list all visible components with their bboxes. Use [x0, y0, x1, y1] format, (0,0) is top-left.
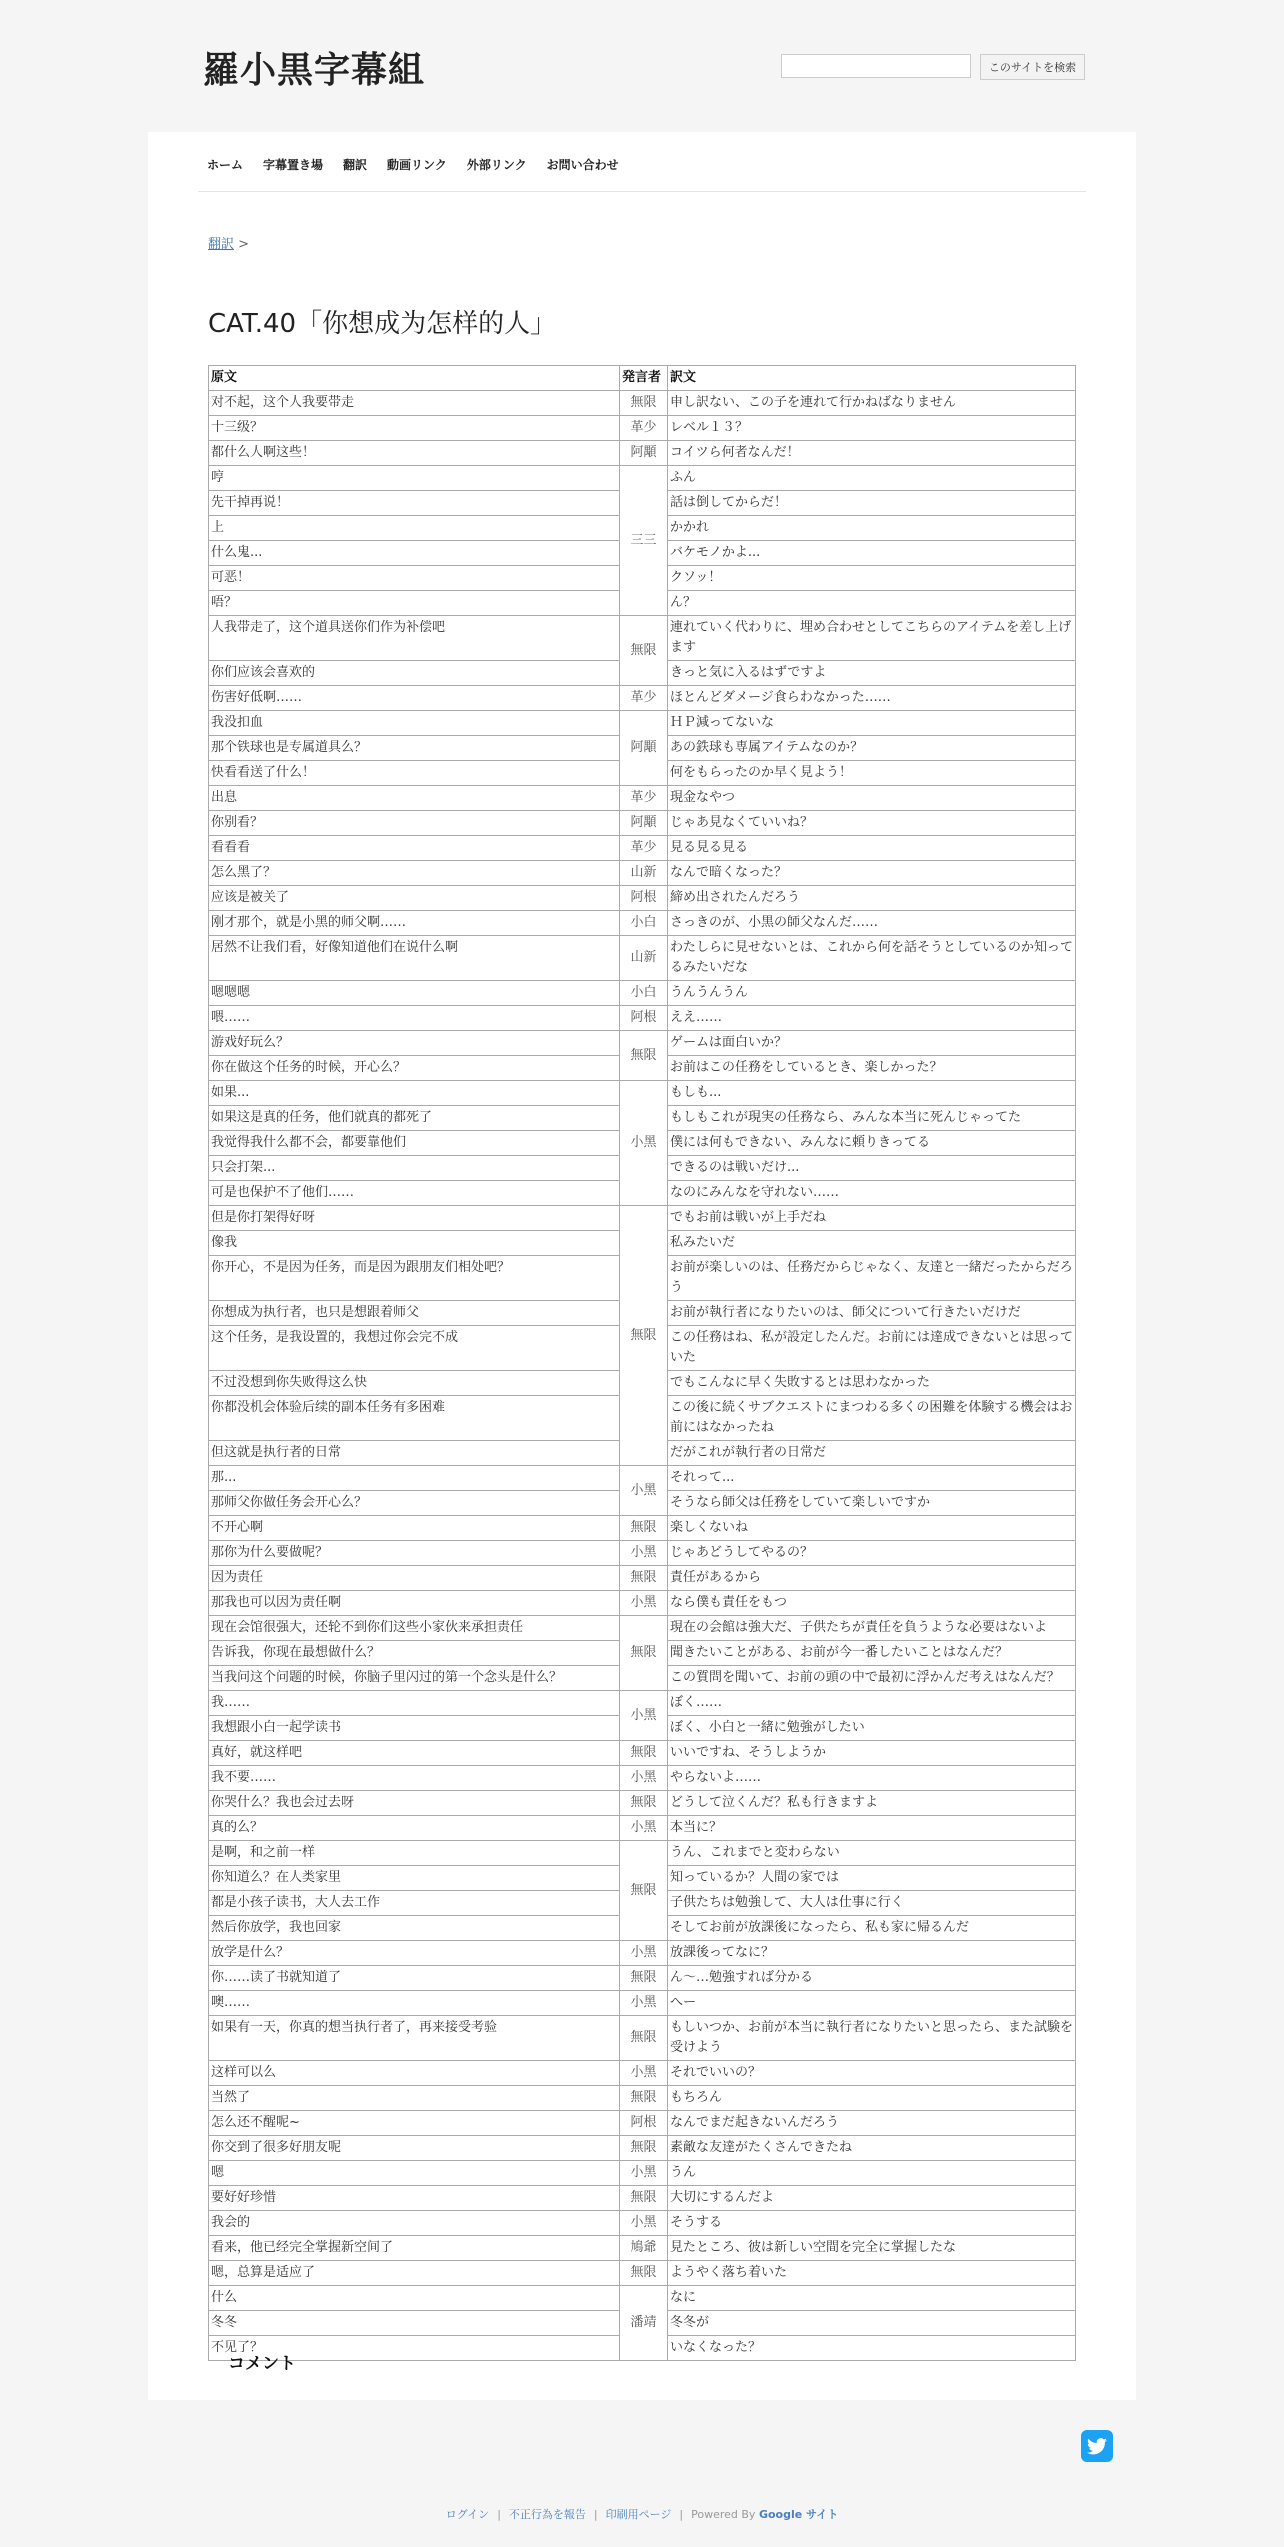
translation-text-cell: この任務はね、私が設定したんだ。お前には達成できないとは思っていた — [668, 1326, 1076, 1371]
original-text-cell: 当然了 — [209, 2086, 620, 2111]
table-row — [209, 1206, 1076, 1231]
original-text-cell: 上 — [209, 516, 620, 541]
original-text-cell: 出息 — [209, 786, 620, 811]
translation-text-cell: うんうんうん — [668, 981, 1076, 1006]
table-row — [209, 1766, 1076, 1791]
table-body — [209, 391, 1076, 2361]
table-row — [209, 1541, 1076, 1566]
original-text-cell: 如果... — [209, 1081, 620, 1106]
footer — [0, 2506, 1284, 2522]
translation-text-cell: 冬冬が — [668, 2311, 1076, 2336]
original-text-cell: 我想跟小白一起学读书 — [209, 1716, 620, 1741]
speaker-cell: 無限 — [620, 2186, 668, 2211]
original-text-cell: 你都没机会体验后续的副本任务有多困难 — [209, 1396, 620, 1441]
translation-text-cell: そしてお前が放課後になったら、私も家に帰るんだ — [668, 1916, 1076, 1941]
speaker-cell: 小黑 — [620, 1816, 668, 1841]
footer-separator: | — [679, 2508, 684, 2521]
translation-text-cell: ぼく、小白と一緒に勉強がしたい — [668, 1716, 1076, 1741]
speaker-cell: 阿顒 — [620, 811, 668, 836]
table-row — [209, 2261, 1076, 2286]
site-header — [0, 0, 1284, 130]
translation-text-cell: わたしらに見せないとは、これから何を話そうとしているのか知ってるみたいだな — [668, 936, 1076, 981]
original-text-cell: 你知道么？在人类家里 — [209, 1866, 620, 1891]
speaker-cell: 小黑 — [620, 1766, 668, 1791]
translation-text-cell: うん、これまでと変わらない — [668, 1841, 1076, 1866]
translation-text-cell: レベル１３？ — [668, 416, 1076, 441]
translation-text-cell: 見たところ、彼は新しい空間を完全に掌握したな — [668, 2236, 1076, 2261]
translation-text-cell: ん～…勉強すれば分かる — [668, 1966, 1076, 1991]
speaker-cell: 三三 — [620, 466, 668, 616]
speaker-cell: 無限 — [620, 1516, 668, 1541]
translation-text-cell: この後に続くサブクエストにまつわる多くの困難を体験する機会はお前にはなかったね — [668, 1396, 1076, 1441]
footer-print-link[interactable]: 印刷用ページ — [605, 2508, 672, 2521]
translation-text-cell: もしいつか、お前が本当に執行者になりたいと思ったら、また試験を受けよう — [668, 2016, 1076, 2061]
nav-item-video-links[interactable]: 動画リンク — [387, 158, 447, 172]
speaker-cell: 小黑 — [620, 1591, 668, 1616]
translation-text-cell: でもこんなに早く失敗するとは思わなかった — [668, 1371, 1076, 1396]
translation-text-cell: うん — [668, 2161, 1076, 2186]
speaker-cell: 無限 — [620, 1741, 668, 1766]
original-text-cell: 现在会馆很强大，还轮不到你们这些小家伙来承担责任 — [209, 1616, 620, 1641]
speaker-cell: 無限 — [620, 391, 668, 416]
twitter-icon[interactable] — [1081, 2430, 1113, 2462]
speaker-cell: 無限 — [620, 2016, 668, 2061]
translation-text-cell: クソッ！ — [668, 566, 1076, 591]
header-speaker: 発言者 — [620, 366, 668, 391]
translation-text-cell: お前が楽しいのは、任務だからじゃなく、友達と一緒だったからだろう — [668, 1256, 1076, 1301]
table-row — [209, 886, 1076, 911]
speaker-cell: 小黑 — [620, 2211, 668, 2236]
table-row — [209, 2286, 1076, 2311]
footer-google-sites-link[interactable]: Google サイト — [758, 2508, 839, 2521]
header-translation: 訳文 — [668, 366, 1076, 391]
translation-text-cell: バケモノかよ... — [668, 541, 1076, 566]
original-text-cell: 你交到了很多好朋友呢 — [209, 2136, 620, 2161]
translation-text-cell: そうなら師父は任務をしていて楽しいですか — [668, 1491, 1076, 1516]
original-text-cell: 可是也保护不了他们…… — [209, 1181, 620, 1206]
translation-text-cell: ほとんどダメージ食らわなかった…… — [668, 686, 1076, 711]
table-row — [209, 1081, 1076, 1106]
translation-text-cell: どうして泣くんだ？私も行きますよ — [668, 1791, 1076, 1816]
translation-text-cell: 締め出されたんだろう — [668, 886, 1076, 911]
speaker-cell: 鳩爺 — [620, 2236, 668, 2261]
speaker-cell: 無限 — [620, 1566, 668, 1591]
translation-text-cell: 聞きたいことがある、お前が今一番したいことはなんだ？ — [668, 1641, 1076, 1666]
original-text-cell: 如果这是真的任务，他们就真的都死了 — [209, 1106, 620, 1131]
table-row — [209, 2236, 1076, 2261]
original-text-cell: 是啊，和之前一样 — [209, 1841, 620, 1866]
translation-text-cell: ぼく…… — [668, 1691, 1076, 1716]
translation-text-cell: 申し訳ない、この子を連れて行かねばなりません — [668, 391, 1076, 416]
translation-text-cell: 連れていく代わりに、埋め合わせとしてこちらのアイテムを差し上げます — [668, 616, 1076, 661]
translation-text-cell: やらないよ…… — [668, 1766, 1076, 1791]
translation-text-cell: ようやく落ち着いた — [668, 2261, 1076, 2286]
speaker-cell: 無限 — [620, 1841, 668, 1941]
speaker-cell: 革少 — [620, 686, 668, 711]
speaker-cell: 山新 — [620, 861, 668, 886]
original-text-cell: 你们应该会喜欢的 — [209, 661, 620, 686]
original-text-cell: 我不要…… — [209, 1766, 620, 1791]
original-text-cell: 放学是什么？ — [209, 1941, 620, 1966]
nav-item-translation[interactable]: 翻訳 — [343, 158, 368, 172]
original-text-cell: 那个铁球也是专属道具么？ — [209, 736, 620, 761]
translation-text-cell: ＨＰ減ってないな — [668, 711, 1076, 736]
translation-text-cell: できるのは戦いだけ... — [668, 1156, 1076, 1181]
table-row — [209, 811, 1076, 836]
table-row — [209, 911, 1076, 936]
speaker-cell: 小黑 — [620, 1466, 668, 1516]
speaker-cell: 小黑 — [620, 1691, 668, 1741]
original-text-cell: 然后你放学，我也回家 — [209, 1916, 620, 1941]
table-row — [209, 1616, 1076, 1641]
original-text-cell: 不过没想到你失败得这么快 — [209, 1371, 620, 1396]
translation-text-cell: もちろん — [668, 2086, 1076, 2111]
table-row — [209, 1741, 1076, 1766]
translation-text-cell: 子供たちは勉強して、大人は仕事に行く — [668, 1891, 1076, 1916]
translation-text-cell: それでいいの？ — [668, 2061, 1076, 2086]
translation-text-cell: なんで暗くなった？ — [668, 861, 1076, 886]
site-title[interactable]: 羅小黒字幕組 — [203, 50, 426, 91]
translation-text-cell: ゲームは面白いか？ — [668, 1031, 1076, 1056]
original-text-cell: 当我问这个问题的时候，你脑子里闪过的第一个念头是什么？ — [209, 1666, 620, 1691]
translation-text-cell: なのにみんなを守れない…… — [668, 1181, 1076, 1206]
comments-heading: コメント — [228, 2354, 296, 2374]
original-text-cell: 我没扣血 — [209, 711, 620, 736]
original-text-cell: 你想成为执行者，也只是想跟着师父 — [209, 1301, 620, 1326]
translation-text-cell: いいですね、そうしようか — [668, 1741, 1076, 1766]
original-text-cell: 都什么人啊这些！ — [209, 441, 620, 466]
original-text-cell: 我…… — [209, 1691, 620, 1716]
table-row — [209, 1006, 1076, 1031]
table-row — [209, 2016, 1076, 2061]
table-row — [209, 1941, 1076, 1966]
original-text-cell: 冬冬 — [209, 2311, 620, 2336]
translation-text-cell: 私みたいだ — [668, 1231, 1076, 1256]
original-text-cell: 你在做这个任务的时候，开心么？ — [209, 1056, 620, 1081]
original-text-cell: 应该是被关了 — [209, 886, 620, 911]
original-text-cell: 只会打架... — [209, 1156, 620, 1181]
original-text-cell: 你开心，不是因为任务，而是因为跟朋友们相处吧？ — [209, 1256, 620, 1301]
table-row — [209, 2061, 1076, 2086]
translation-text-cell: なんでまだ起きないんだろう — [668, 2111, 1076, 2136]
speaker-cell: 小黑 — [620, 1081, 668, 1206]
table-row — [209, 1591, 1076, 1616]
translation-text-cell: 知っているか？人間の家では — [668, 1866, 1076, 1891]
table-row — [209, 711, 1076, 736]
original-text-cell: 对不起，这个人我要带走 — [209, 391, 620, 416]
original-text-cell: 你哭什么？我也会过去呀 — [209, 1791, 620, 1816]
translation-text-cell: へー — [668, 1991, 1076, 2016]
translation-text-cell: さっきのが、小黒の師父なんだ…… — [668, 911, 1076, 936]
original-text-cell: 但这就是执行者的日常 — [209, 1441, 620, 1466]
original-text-cell: 嗯 — [209, 2161, 620, 2186]
translation-text-cell: 見る見る見る — [668, 836, 1076, 861]
original-text-cell: 因为责任 — [209, 1566, 620, 1591]
speaker-cell: 阿顒 — [620, 441, 668, 466]
table-row — [209, 1466, 1076, 1491]
original-text-cell: 游戏好玩么？ — [209, 1031, 620, 1056]
original-text-cell: 我会的 — [209, 2211, 620, 2236]
table-row — [209, 2186, 1076, 2211]
translation-text-cell: 素敵な友達がたくさんできたね — [668, 2136, 1076, 2161]
original-text-cell: 你别看？ — [209, 811, 620, 836]
translation-text-cell: 話は倒してからだ！ — [668, 491, 1076, 516]
speaker-cell: 無限 — [620, 2136, 668, 2161]
speaker-cell: 無限 — [620, 2086, 668, 2111]
table-row — [209, 1841, 1076, 1866]
original-text-cell: 那你为什么要做呢？ — [209, 1541, 620, 1566]
header-original: 原文 — [209, 366, 620, 391]
translation-text-cell: ん？ — [668, 591, 1076, 616]
table-row — [209, 686, 1076, 711]
translation-text-cell: それって... — [668, 1466, 1076, 1491]
original-text-cell: 可恶！ — [209, 566, 620, 591]
table-row — [209, 2111, 1076, 2136]
original-text-cell: 看来，他已经完全掌握新空间了 — [209, 2236, 620, 2261]
original-text-cell: 先干掉再说！ — [209, 491, 620, 516]
nav-divider — [198, 191, 1086, 192]
original-text-cell: 这个任务，是我设置的，我想过你会完不成 — [209, 1326, 620, 1371]
original-text-cell: 怎么黑了？ — [209, 861, 620, 886]
table-row — [209, 2086, 1076, 2111]
original-text-cell: 像我 — [209, 1231, 620, 1256]
main-nav — [207, 156, 619, 173]
translation-text-cell: なに — [668, 2286, 1076, 2311]
translation-text-cell: 現在の会館は強大だ、子供たちが責任を負うような必要はないよ — [668, 1616, 1076, 1641]
translation-text-cell: もしも... — [668, 1081, 1076, 1106]
speaker-cell: 無限 — [620, 1791, 668, 1816]
original-text-cell: 要好好珍惜 — [209, 2186, 620, 2211]
speaker-cell: 無限 — [620, 1616, 668, 1691]
translation-text-cell: 現金なやつ — [668, 786, 1076, 811]
table-row — [209, 981, 1076, 1006]
speaker-cell: 無限 — [620, 616, 668, 686]
original-text-cell: 你……读了书就知道了 — [209, 1966, 620, 1991]
table-row — [209, 391, 1076, 416]
breadcrumb — [208, 233, 249, 252]
table-header-row — [209, 366, 1076, 391]
speaker-cell: 小黑 — [620, 2161, 668, 2186]
translation-text-cell: 放課後ってなに？ — [668, 1941, 1076, 1966]
breadcrumb-link-translation[interactable]: 翻訳 — [208, 237, 235, 252]
speaker-cell: 革少 — [620, 416, 668, 441]
translation-text-cell: かかれ — [668, 516, 1076, 541]
search-button[interactable]: このサイトを検索 — [980, 54, 1085, 80]
nav-item-external-links[interactable]: 外部リンク — [466, 158, 527, 172]
original-text-cell: 不开心啊 — [209, 1516, 620, 1541]
original-text-cell: 喂…… — [209, 1006, 620, 1031]
speaker-cell: 無限 — [620, 1031, 668, 1081]
original-text-cell: 嗯嗯嗯 — [209, 981, 620, 1006]
table-row — [209, 2161, 1076, 2186]
speaker-cell: 小黑 — [620, 1991, 668, 2016]
translation-text-cell: コイツら何者なんだ！ — [668, 441, 1076, 466]
speaker-cell: 革少 — [620, 836, 668, 861]
original-text-cell: 这样可以么 — [209, 2061, 620, 2086]
original-text-cell: 那师父你做任务会开心么？ — [209, 1491, 620, 1516]
table-row — [209, 1516, 1076, 1541]
speaker-cell: 小黑 — [620, 1541, 668, 1566]
translation-table — [208, 365, 1076, 2361]
original-text-cell: 那... — [209, 1466, 620, 1491]
original-text-cell: 看看看 — [209, 836, 620, 861]
speaker-cell: 阿根 — [620, 886, 668, 911]
speaker-cell: 無限 — [620, 2261, 668, 2286]
speaker-cell: 小白 — [620, 911, 668, 936]
footer-separator: | — [593, 2508, 598, 2521]
table-row — [209, 416, 1076, 441]
translation-text-cell: 大切にするんだよ — [668, 2186, 1076, 2211]
translation-text-cell: もしもこれが現実の任務なら、みんな本当に死んじゃってた — [668, 1106, 1076, 1131]
original-text-cell: 什么 — [209, 2286, 620, 2311]
original-text-cell: 刚才那个，就是小黑的师父啊…… — [209, 911, 620, 936]
table-row — [209, 2136, 1076, 2161]
table-row — [209, 861, 1076, 886]
table-row — [209, 2211, 1076, 2236]
translation-text-cell: お前が執行者になりたいのは、師父について行きたいだけだ — [668, 1301, 1076, 1326]
breadcrumb-separator: > — [238, 237, 250, 252]
speaker-cell: 阿根 — [620, 2111, 668, 2136]
translation-text-cell: 楽しくないね — [668, 1516, 1076, 1541]
original-text-cell: 那我也可以因为责任啊 — [209, 1591, 620, 1616]
translation-text-cell: 僕には何もできない、みんなに頼りきってる — [668, 1131, 1076, 1156]
translation-text-cell: お前はこの任務をしているとき、楽しかった？ — [668, 1056, 1076, 1081]
table-row — [209, 616, 1076, 661]
original-text-cell: 嗯，总算是适应了 — [209, 2261, 620, 2286]
search-input[interactable] — [781, 54, 971, 78]
nav-item-home[interactable]: ホーム — [207, 158, 244, 172]
translation-text-cell: きっと気に入るはずですよ — [668, 661, 1076, 686]
translation-text-cell: あの鉄球も専属アイテムなのか？ — [668, 736, 1076, 761]
page-title: CAT.40「你想成为怎样的人」 — [208, 309, 557, 340]
translation-text-cell: じゃあどうしてやるの？ — [668, 1541, 1076, 1566]
table-row — [209, 936, 1076, 981]
footer-separator: | — [497, 2508, 501, 2521]
original-text-cell: 不见了？ — [209, 2336, 620, 2361]
original-text-cell: 怎么还不醒呢~ — [209, 2111, 620, 2136]
original-text-cell: 噢…… — [209, 1991, 620, 2016]
translation-text-cell: でもお前は戦いが上手だね — [668, 1206, 1076, 1231]
original-text-cell: 快看看送了什么！ — [209, 761, 620, 786]
translation-text-cell: ふん — [668, 466, 1076, 491]
footer-report-link[interactable]: 不正行為を報告 — [508, 2508, 586, 2521]
translation-text-cell: そうする — [668, 2211, 1076, 2236]
translation-text-cell: いなくなった？ — [668, 2336, 1076, 2361]
original-text-cell: 十三级？ — [209, 416, 620, 441]
speaker-cell: 無限 — [620, 1966, 668, 1991]
translation-text-cell: 何をもらったのか早く見よう！ — [668, 761, 1076, 786]
nav-item-contact[interactable]: お問い合わせ — [546, 158, 619, 172]
speaker-cell: 革少 — [620, 786, 668, 811]
translation-text-cell: じゃあ見なくていいね？ — [668, 811, 1076, 836]
original-text-cell: 什么鬼... — [209, 541, 620, 566]
translation-text-cell: 責任があるから — [668, 1566, 1076, 1591]
translation-text-cell: なら僕も責任をもつ — [668, 1591, 1076, 1616]
original-text-cell: 居然不让我们看，好像知道他们在说什么啊 — [209, 936, 620, 981]
original-text-cell: 真好，就这样吧 — [209, 1741, 620, 1766]
original-text-cell: 人我带走了，这个道具送你们作为补偿吧 — [209, 616, 620, 661]
table-row — [209, 836, 1076, 861]
table-row — [209, 1031, 1076, 1056]
speaker-cell: 山新 — [620, 936, 668, 981]
footer-powered-by: Powered By — [691, 2508, 756, 2521]
speaker-cell: 小黑 — [620, 1941, 668, 1966]
translation-text-cell: ええ…… — [668, 1006, 1076, 1031]
speaker-cell: 潘靖 — [620, 2286, 668, 2361]
speaker-cell: 阿根 — [620, 1006, 668, 1031]
original-text-cell: 真的么？ — [209, 1816, 620, 1841]
original-text-cell: 告诉我，你现在最想做什么？ — [209, 1641, 620, 1666]
table-row — [209, 441, 1076, 466]
table-row — [209, 1566, 1076, 1591]
speaker-cell: 無限 — [620, 1206, 668, 1466]
table-row — [209, 1816, 1076, 1841]
original-text-cell: 哼 — [209, 466, 620, 491]
translation-text-cell: だがこれが執行者の日常だ — [668, 1441, 1076, 1466]
nav-item-subtitles[interactable]: 字幕置き場 — [263, 158, 324, 172]
table-row — [209, 466, 1076, 491]
original-text-cell: 伤害好低啊…… — [209, 686, 620, 711]
original-text-cell: 我觉得我什么都不会，都要靠他们 — [209, 1131, 620, 1156]
original-text-cell: 唔？ — [209, 591, 620, 616]
original-text-cell: 如果有一天，你真的想当执行者了，再来接受考验 — [209, 2016, 620, 2061]
speaker-cell: 小白 — [620, 981, 668, 1006]
table-row — [209, 1991, 1076, 2016]
original-text-cell: 都是小孩子读书，大人去工作 — [209, 1891, 620, 1916]
translation-text-cell: この質問を聞いて、お前の頭の中で最初に浮かんだ考えはなんだ？ — [668, 1666, 1076, 1691]
original-text-cell: 但是你打架得好呀 — [209, 1206, 620, 1231]
footer-login-link[interactable]: ログイン — [445, 2508, 490, 2521]
speaker-cell: 阿顒 — [620, 711, 668, 786]
table-row — [209, 1691, 1076, 1716]
table-row — [209, 786, 1076, 811]
translation-text-cell: 本当に？ — [668, 1816, 1076, 1841]
speaker-cell: 小黑 — [620, 2061, 668, 2086]
table-row — [209, 1791, 1076, 1816]
table-row — [209, 1966, 1076, 1991]
